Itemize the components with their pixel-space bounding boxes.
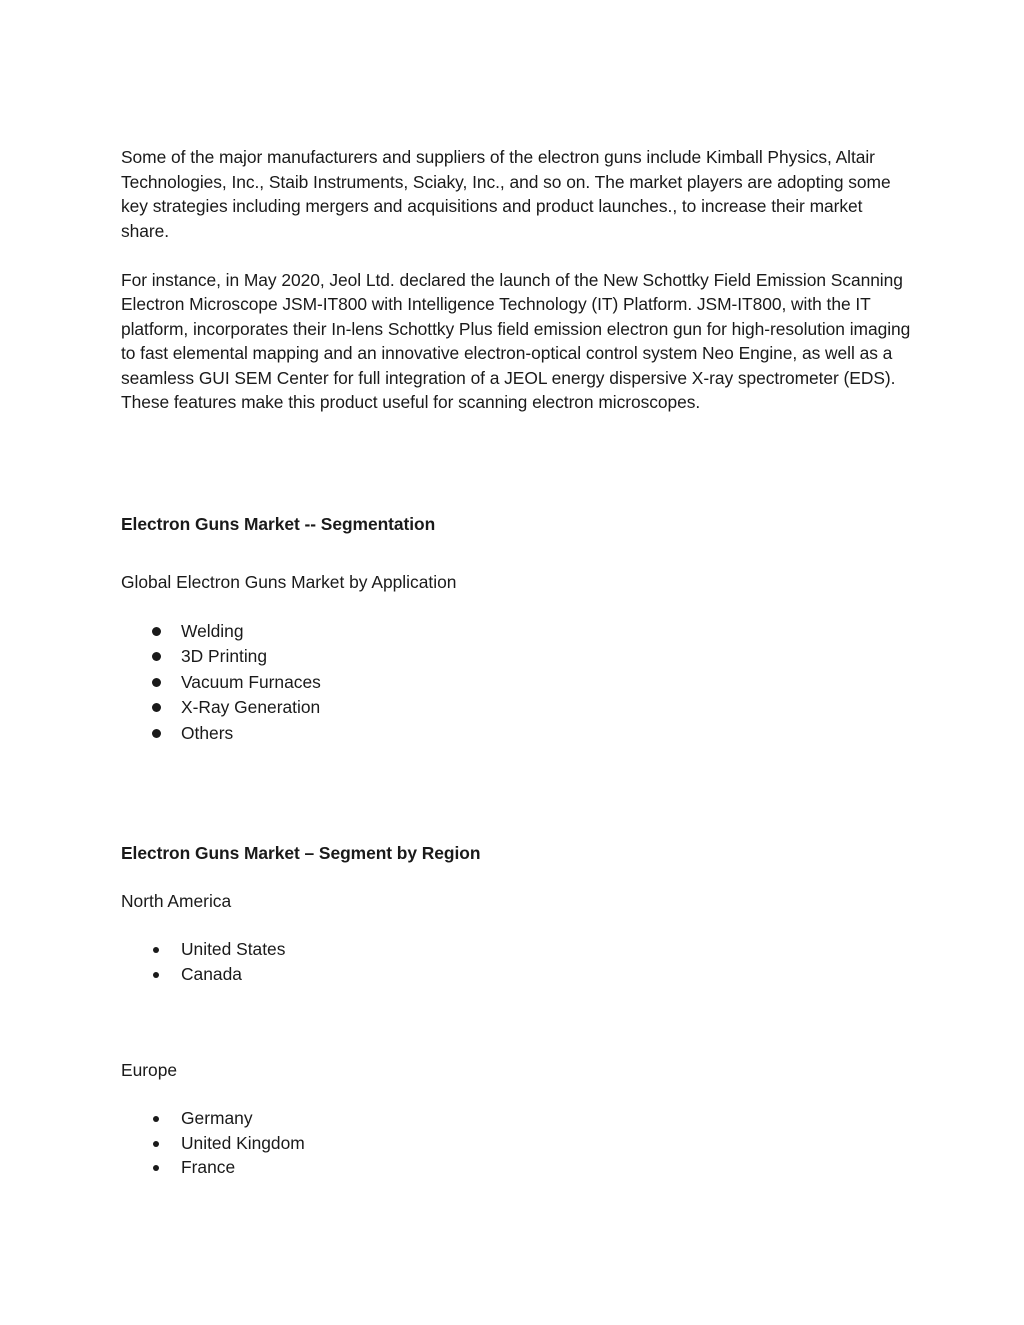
list-item bbox=[121, 1131, 911, 1156]
list-item bbox=[121, 962, 911, 987]
region-heading: Electron Guns Market – Segment by Region bbox=[121, 843, 481, 864]
bullet-icon bbox=[153, 972, 159, 978]
list-item-label: Canada bbox=[181, 963, 242, 984]
list-item bbox=[121, 721, 911, 747]
list-item bbox=[121, 695, 911, 721]
intro-paragraph-manufacturers: Some of the major manufacturers and suppliers of the electron guns include Kimball Physics, Altair Technologies, Inc., Staib Instruments, Sciaky, Inc., and so on. The market players are adopting some key strategies including mergers and acquisitions and product launches., to increase their market share. bbox=[121, 147, 891, 241]
bullet-icon bbox=[153, 947, 159, 953]
list-item-label: France bbox=[181, 1157, 236, 1178]
application-subheading: Global Electron Guns Market by Application bbox=[121, 571, 457, 592]
list-item-label: Welding bbox=[181, 620, 244, 641]
bullet-icon bbox=[152, 627, 161, 636]
intro-paragraph-jeol-launch: For instance, in May 2020, Jeol Ltd. declared the launch of the New Schottky Field Emission Scanning Electron Microscope JSM-IT800 with Intelligence Technology (IT) Platform. JSM-IT800, with the IT platform, incorporates their In-lens Schottky Plus field emission electron gun for high-resolution imaging to fast elemental mapping and an innovative electron-optical control system Neo Engine, as well as a seamless GUI SEM Center for full integration of a JEOL energy dispersive X-ray spectrometer (EDS). These features make this product useful for scanning electron microscopes. bbox=[121, 269, 911, 412]
bullet-icon bbox=[152, 678, 161, 687]
europe-subheading: Europe bbox=[121, 1060, 178, 1081]
list-item bbox=[121, 1155, 911, 1180]
list-item-label: X-Ray Generation bbox=[181, 697, 321, 718]
europe-list bbox=[121, 1106, 911, 1180]
list-item bbox=[121, 1106, 911, 1131]
list-item-label: Vacuum Furnaces bbox=[181, 671, 321, 692]
bullet-icon bbox=[153, 1165, 159, 1171]
list-item bbox=[121, 619, 911, 645]
segmentation-heading: Electron Guns Market -- Segmentation bbox=[121, 513, 436, 534]
list-item-label: Germany bbox=[181, 1108, 253, 1129]
bullet-icon bbox=[152, 652, 161, 661]
list-item bbox=[121, 644, 911, 670]
north-america-subheading: North America bbox=[121, 891, 232, 912]
list-item-label: United Kingdom bbox=[181, 1132, 305, 1153]
north-america-list bbox=[121, 937, 911, 986]
bullet-icon bbox=[152, 729, 161, 738]
bullet-icon bbox=[152, 703, 161, 712]
list-item bbox=[121, 670, 911, 696]
bullet-icon bbox=[153, 1116, 159, 1122]
bullet-icon bbox=[153, 1141, 159, 1147]
application-list bbox=[121, 619, 911, 747]
list-item-label: 3D Printing bbox=[181, 646, 268, 667]
list-item-label: Others bbox=[181, 722, 234, 743]
document-page bbox=[121, 145, 911, 1180]
list-item-label: United States bbox=[181, 939, 286, 960]
list-item bbox=[121, 937, 911, 962]
